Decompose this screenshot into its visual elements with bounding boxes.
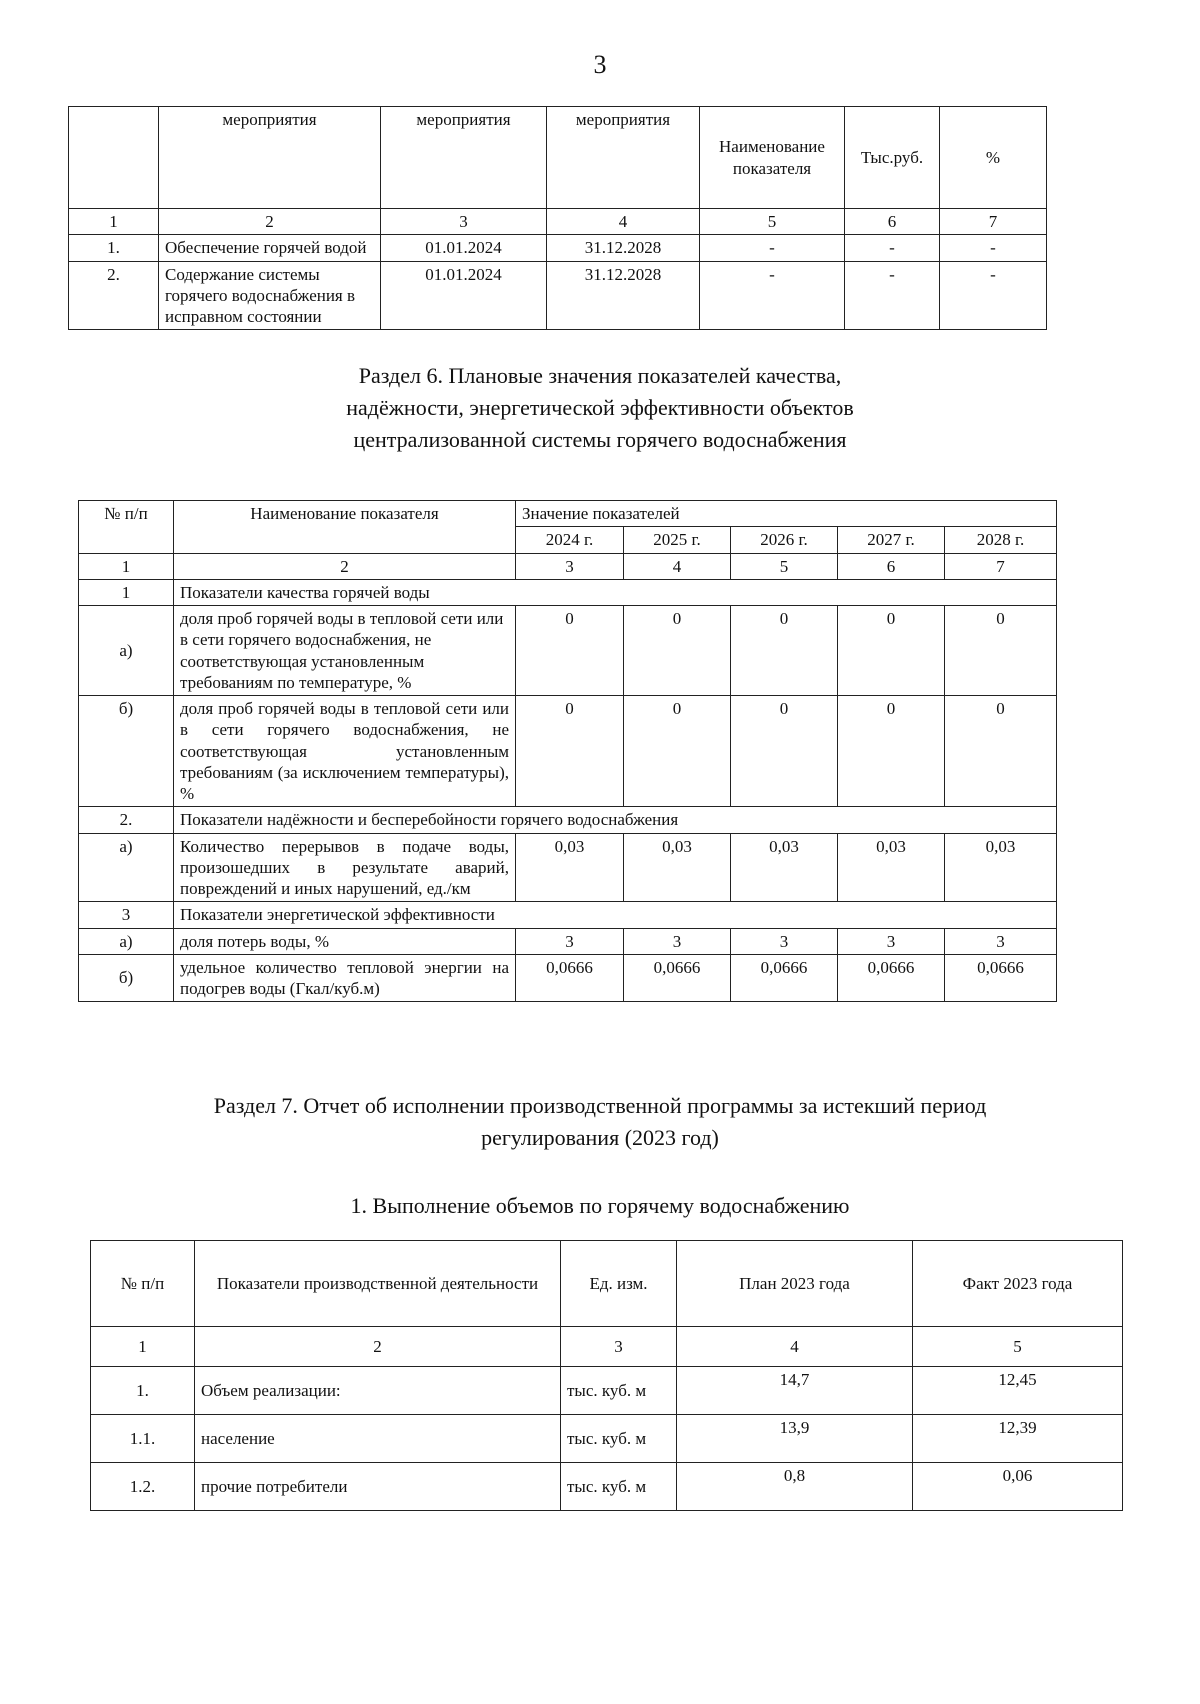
group-number: 3 (79, 902, 174, 928)
page-number: 3 (593, 50, 607, 79)
event-name: Содержание системы горячего водоснабжения в исправном состоянии (159, 261, 381, 330)
header-cell: Ед. изм. (561, 1241, 677, 1327)
indicator-name: доля проб горячей воды в тепловой сети или в сети горячего водоснабжения, не соответствующая установленным требованиям по температуре, % (174, 606, 516, 696)
indicator-name: население (195, 1415, 561, 1463)
indicator-row (79, 606, 1057, 696)
header-num: № п/п (79, 501, 174, 554)
unit-cell: тыс. куб. м (561, 1415, 677, 1463)
end-date: 31.12.2028 (547, 235, 700, 261)
plan-value: 13,9 (677, 1415, 913, 1463)
column-number: 3 (561, 1327, 677, 1367)
column-number: 3 (516, 553, 624, 579)
section-7-subtitle: 1. Выполнение объемов по горячему водоснабжению (350, 1193, 850, 1218)
value-cell: 0,03 (838, 833, 945, 902)
column-number: 2 (195, 1327, 561, 1367)
value-cell: 0,0666 (731, 954, 838, 1002)
end-date: 31.12.2028 (547, 261, 700, 330)
table-header-row (79, 501, 1057, 527)
group-number: 1 (79, 579, 174, 605)
header-cell: Факт 2023 года (913, 1241, 1123, 1327)
header-cell: № п/п (91, 1241, 195, 1327)
value-cell: 0,03 (624, 833, 731, 902)
header-values: Значение показателей (516, 501, 1057, 527)
events-table (68, 106, 1047, 330)
value-cell: 3 (624, 928, 731, 954)
plan-value: 14,7 (677, 1367, 913, 1415)
table-row (69, 235, 1047, 261)
indicators-table (78, 500, 1057, 1002)
unit-cell: тыс. куб. м (561, 1463, 677, 1511)
group-row (79, 902, 1057, 928)
plan-value: 0,8 (677, 1463, 913, 1511)
table-header-row (91, 1241, 1123, 1327)
column-number: 1 (69, 209, 159, 235)
group-title: Показатели энергетической эффективности (174, 902, 1057, 928)
indicator-name: удельное количество тепловой энергии на подогрев воды (Гкал/куб.м) (174, 954, 516, 1002)
column-number: 5 (731, 553, 838, 579)
row-number: а) (79, 928, 174, 954)
table-row (69, 261, 1047, 330)
indicator-name: Количество перерывов в подаче воды, произошедших в результате аварий, повреждений и иных нарушений, ед./км (174, 833, 516, 902)
start-date: 01.01.2024 (381, 261, 547, 330)
column-number: 5 (700, 209, 845, 235)
value-cell: 0,03 (945, 833, 1057, 902)
column-number: 7 (940, 209, 1047, 235)
header-cell (69, 107, 159, 209)
column-number: 1 (91, 1327, 195, 1367)
column-number: 4 (624, 553, 731, 579)
column-number: 6 (838, 553, 945, 579)
section-6-title: Раздел 6. Плановые значения показателей качества, надёжности, энергетической эффективности объектов централизованной системы горячего водоснабжения (346, 363, 854, 452)
table-row (91, 1415, 1123, 1463)
group-number: 2. (79, 807, 174, 833)
row-number: 1. (91, 1367, 195, 1415)
column-number: 4 (547, 209, 700, 235)
indicator-name: доля потерь воды, % (174, 928, 516, 954)
indicator-row (79, 696, 1057, 807)
header-cell: План 2023 года (677, 1241, 913, 1327)
row-number: б) (79, 696, 174, 807)
percent-value: - (940, 261, 1047, 330)
table-row (91, 1367, 1123, 1415)
header-cell: Тыс.руб. (845, 107, 940, 209)
column-number: 4 (677, 1327, 913, 1367)
header-cell: Показатели производственной деятельности (195, 1241, 561, 1327)
fact-value: 12,45 (913, 1367, 1123, 1415)
event-name: Обеспечение горячей водой (159, 235, 381, 261)
column-number: 7 (945, 553, 1057, 579)
header-cell: мероприятия (547, 107, 700, 209)
row-number: 1.2. (91, 1463, 195, 1511)
value-cell: 0 (516, 696, 624, 807)
fact-value: 0,06 (913, 1463, 1123, 1511)
cost-value: - (845, 261, 940, 330)
year-cell: 2025 г. (624, 527, 731, 553)
value-cell: 0 (838, 606, 945, 696)
value-cell: 0,0666 (516, 954, 624, 1002)
cost-value: - (845, 235, 940, 261)
group-title: Показатели надёжности и бесперебойности горячего водоснабжения (174, 807, 1057, 833)
column-number: 5 (913, 1327, 1123, 1367)
indicator-row (79, 833, 1057, 902)
indicator-row (79, 954, 1057, 1002)
indicator-name: - (700, 235, 845, 261)
value-cell: 0,03 (731, 833, 838, 902)
value-cell: 0 (516, 606, 624, 696)
header-cell: мероприятия (159, 107, 381, 209)
column-number: 1 (79, 553, 174, 579)
value-cell: 3 (516, 928, 624, 954)
column-number-row (79, 553, 1057, 579)
indicator-name: прочие потребители (195, 1463, 561, 1511)
row-number: а) (79, 606, 174, 696)
row-number: б) (79, 954, 174, 1002)
column-number: 2 (174, 553, 516, 579)
value-cell: 0,0666 (624, 954, 731, 1002)
indicator-name: Объем реализации: (195, 1367, 561, 1415)
value-cell: 0 (838, 696, 945, 807)
value-cell: 0 (945, 696, 1057, 807)
indicator-name: - (700, 261, 845, 330)
value-cell: 3 (838, 928, 945, 954)
value-cell: 0 (731, 606, 838, 696)
year-cell: 2026 г. (731, 527, 838, 553)
value-cell: 3 (945, 928, 1057, 954)
column-number-row (91, 1327, 1123, 1367)
column-number-row (69, 209, 1047, 235)
volumes-table (90, 1240, 1123, 1511)
header-cell: мероприятия (381, 107, 547, 209)
percent-value: - (940, 235, 1047, 261)
header-name: Наименование показателя (174, 501, 516, 554)
unit-cell: тыс. куб. м (561, 1367, 677, 1415)
value-cell: 0 (624, 606, 731, 696)
indicator-name: доля проб горячей воды в тепловой сети или в сети горячего водоснабжения, не соответствующая установленным требованиям (за исключением температуры), % (174, 696, 516, 807)
column-number: 2 (159, 209, 381, 235)
value-cell: 0 (945, 606, 1057, 696)
year-cell: 2027 г. (838, 527, 945, 553)
table-header-row (69, 107, 1047, 209)
header-cell: % (940, 107, 1047, 209)
row-number: 1. (69, 235, 159, 261)
value-cell: 0,0666 (838, 954, 945, 1002)
value-cell: 0,03 (516, 833, 624, 902)
row-number: 2. (69, 261, 159, 330)
group-title: Показатели качества горячей воды (174, 579, 1057, 605)
table-row (91, 1463, 1123, 1511)
value-cell: 0 (731, 696, 838, 807)
value-cell: 3 (731, 928, 838, 954)
indicator-row (79, 928, 1057, 954)
section-7-title: Раздел 7. Отчет об исполнении производственной программы за истекший период регулирования (2023 год) (213, 1093, 987, 1150)
row-number: а) (79, 833, 174, 902)
year-cell: 2028 г. (945, 527, 1057, 553)
header-cell: Наименование показателя (700, 107, 845, 209)
column-number: 3 (381, 209, 547, 235)
year-cell: 2024 г. (516, 527, 624, 553)
group-row (79, 807, 1057, 833)
start-date: 01.01.2024 (381, 235, 547, 261)
group-row (79, 579, 1057, 605)
fact-value: 12,39 (913, 1415, 1123, 1463)
value-cell: 0 (624, 696, 731, 807)
value-cell: 0,0666 (945, 954, 1057, 1002)
row-number: 1.1. (91, 1415, 195, 1463)
column-number: 6 (845, 209, 940, 235)
